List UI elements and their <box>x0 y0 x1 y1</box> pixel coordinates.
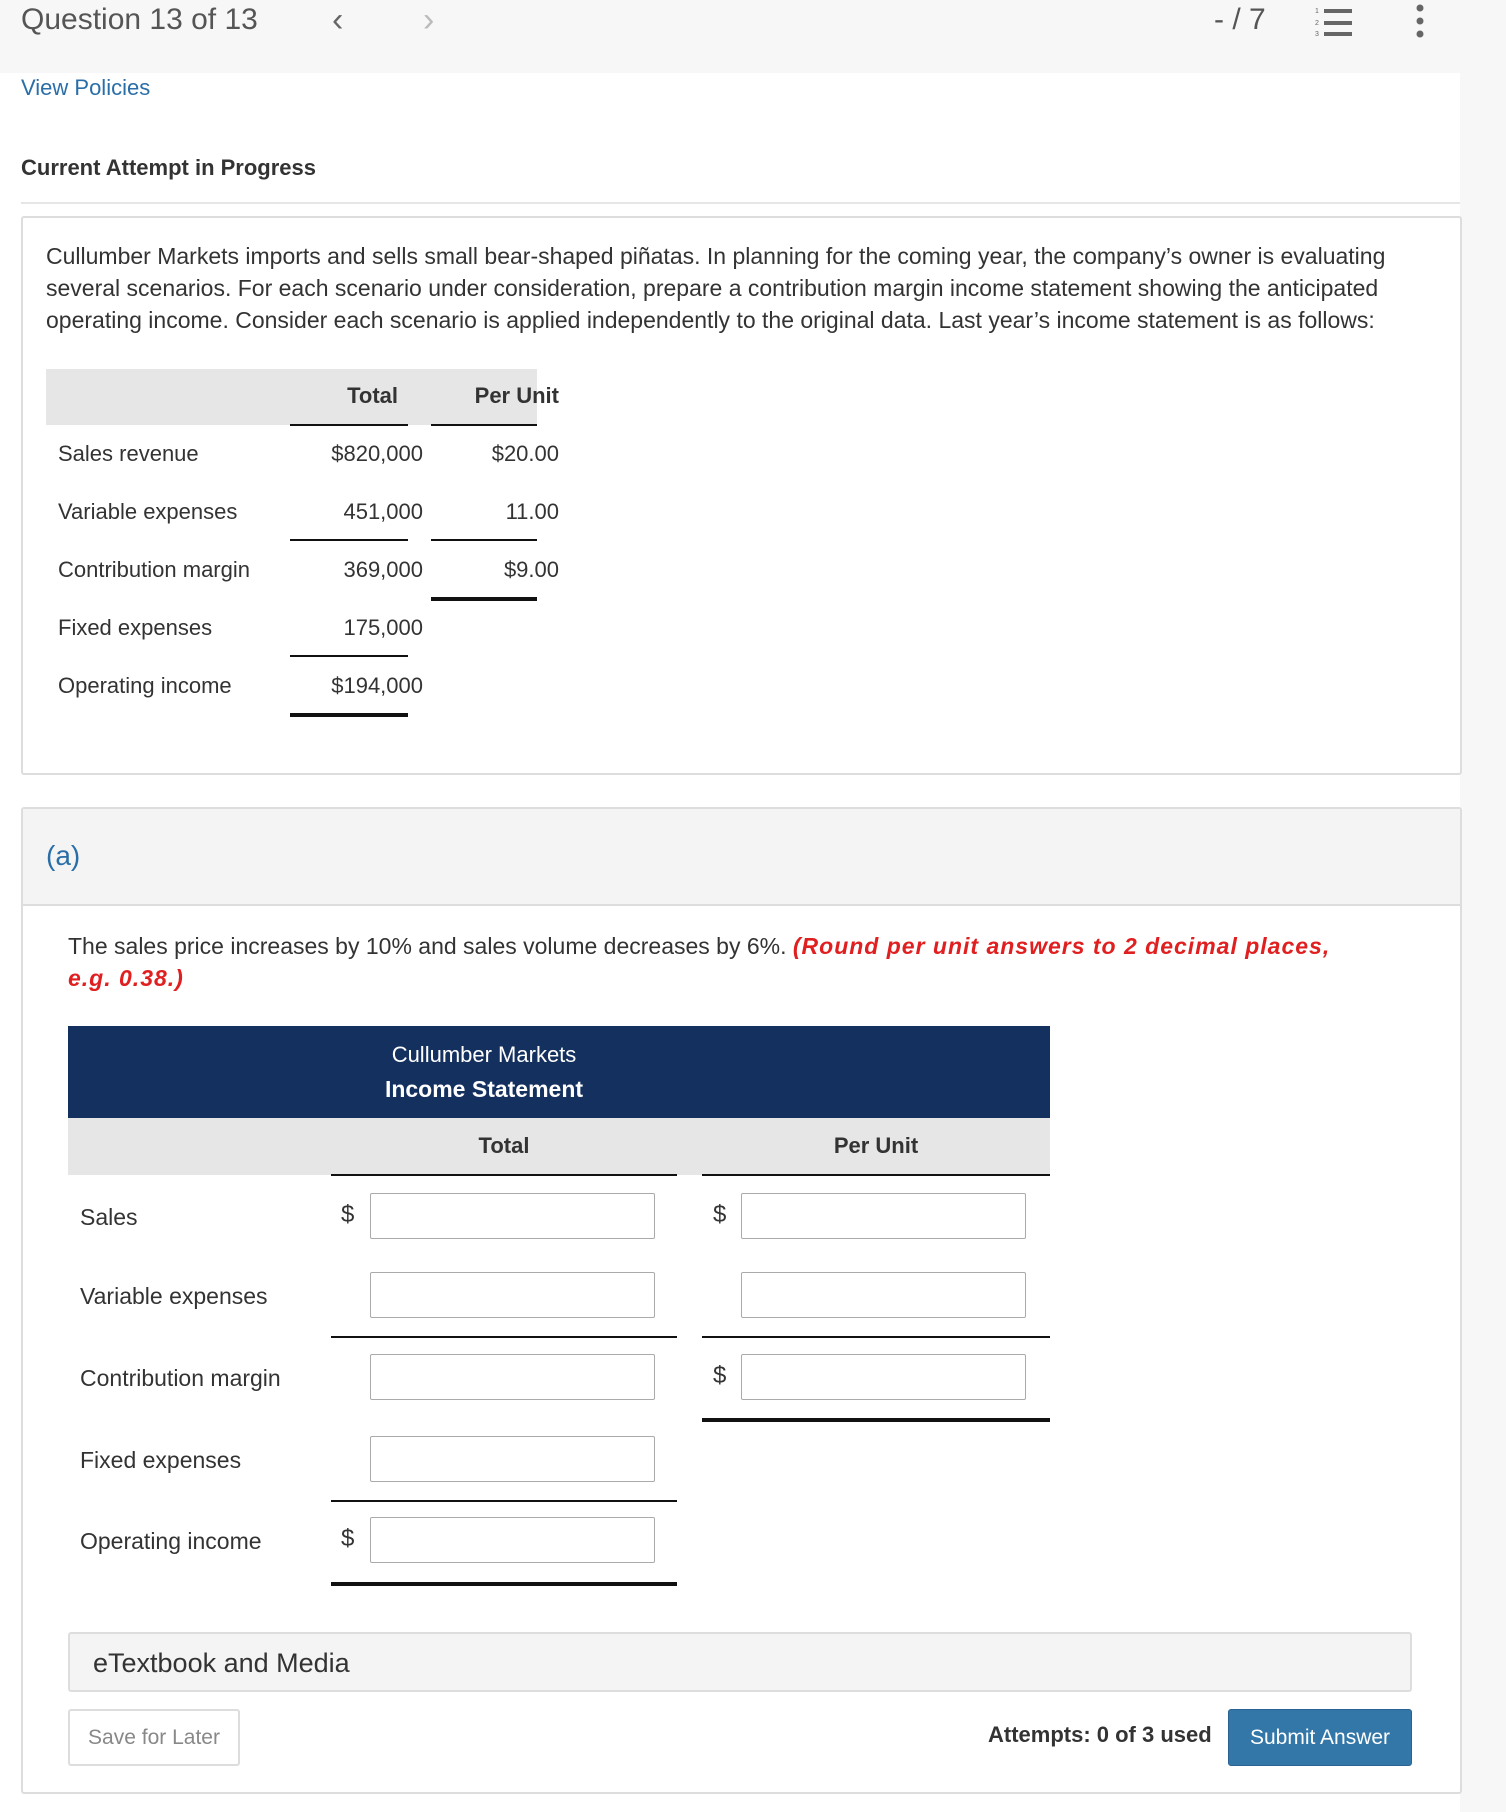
problem-text: Cullumber Markets imports and sells small bear-shaped piñatas. In planning for the coming year, the company’s owner is evaluating several scenarios. For each scenario under consideration, prepare a contribution margin income statement showing the anticipated operating income. Consider each scenario is applied independently to the original data. Last year’s income statement is as follows: <box>46 243 1386 333</box>
chevron-left-icon[interactable]: ‹ <box>332 1 344 39</box>
attempt-heading: Current Attempt in Progress <box>21 155 317 180</box>
statement-row-label: Fixed expenses <box>80 1447 242 1473</box>
double-underline <box>431 597 537 601</box>
double-underline <box>331 1582 677 1586</box>
underline <box>290 539 408 541</box>
dollar-sign: $ <box>713 1201 727 1228</box>
part-label: (a) <box>46 840 81 871</box>
per-unit-input[interactable] <box>741 1354 1026 1400</box>
total-input[interactable] <box>370 1193 655 1239</box>
row-per-unit: $9.00 <box>503 557 559 582</box>
svg-text:2: 2 <box>1315 20 1319 27</box>
attempts-counter: Attempts: 0 of 3 used <box>988 1722 1212 1747</box>
col-header-per-unit: Per Unit <box>474 383 559 408</box>
statement-row-label: Operating income <box>80 1528 262 1554</box>
per-unit-input[interactable] <box>741 1193 1026 1239</box>
question-counter: Question 13 of 13 <box>21 3 258 36</box>
svg-text:3: 3 <box>1315 31 1319 36</box>
statement-row-label: Sales <box>80 1204 138 1230</box>
company-name: Cullumber Markets <box>391 1042 577 1067</box>
total-input[interactable] <box>370 1517 655 1563</box>
more-vertical-icon[interactable] <box>1414 4 1426 38</box>
row-per-unit: $20.00 <box>491 441 559 466</box>
row-total: 369,000 <box>343 557 423 582</box>
row-label: Contribution margin <box>58 557 250 582</box>
score: - / 7 <box>1214 3 1266 36</box>
col-header-total: Total <box>347 383 398 408</box>
row-label: Fixed expenses <box>58 615 213 640</box>
total-input[interactable] <box>370 1436 655 1482</box>
row-total: $820,000 <box>331 441 423 466</box>
dollar-sign: $ <box>341 1201 355 1228</box>
statement-title: Income Statement <box>384 1076 584 1102</box>
etextbook-panel[interactable] <box>68 1632 1412 1692</box>
per-unit-input[interactable] <box>741 1272 1026 1318</box>
underline <box>290 655 408 657</box>
row-total: $194,000 <box>331 673 423 698</box>
rounding-note: (Round per unit answers to 2 decimal places, e.g. 0.38.) <box>68 933 1331 991</box>
statement-row-label: Contribution margin <box>80 1365 281 1391</box>
underline <box>702 1336 1050 1338</box>
save-for-later-button[interactable]: Save for Later <box>68 1709 240 1766</box>
row-label: Operating income <box>58 673 232 698</box>
col-header-total: Total <box>478 1133 530 1158</box>
row-per-unit: 11.00 <box>505 499 559 524</box>
row-label: Variable expenses <box>58 499 238 524</box>
total-input[interactable] <box>370 1272 655 1318</box>
instruction <box>68 930 1368 994</box>
total-input[interactable] <box>370 1354 655 1400</box>
instruction-text: The sales price increases by 10% and sales volume decreases by 6%. <box>68 933 787 959</box>
dollar-sign: $ <box>713 1362 727 1389</box>
dollar-sign: $ <box>341 1525 355 1552</box>
underline <box>331 1336 677 1338</box>
underline <box>431 539 537 541</box>
part-a-header <box>23 809 1460 906</box>
chevron-right-icon[interactable]: › <box>423 1 435 39</box>
statement-row-label: Variable expenses <box>80 1283 268 1309</box>
numbered-list-icon[interactable] <box>1314 6 1356 36</box>
divider <box>21 202 1460 204</box>
statement-header <box>68 1026 1050 1118</box>
submit-answer-button[interactable]: Submit Answer <box>1228 1709 1412 1766</box>
view-policies-link[interactable]: View Policies <box>21 75 151 100</box>
underline <box>331 1500 677 1502</box>
row-total: 175,000 <box>343 615 423 640</box>
col-header-per-unit: Per Unit <box>833 1133 919 1158</box>
double-underline <box>702 1418 1050 1422</box>
etextbook-label: eTextbook and Media <box>93 1648 350 1678</box>
row-label: Sales revenue <box>58 441 199 466</box>
svg-text:1: 1 <box>1315 8 1319 15</box>
row-total: 451,000 <box>343 499 423 524</box>
double-underline <box>290 713 408 717</box>
